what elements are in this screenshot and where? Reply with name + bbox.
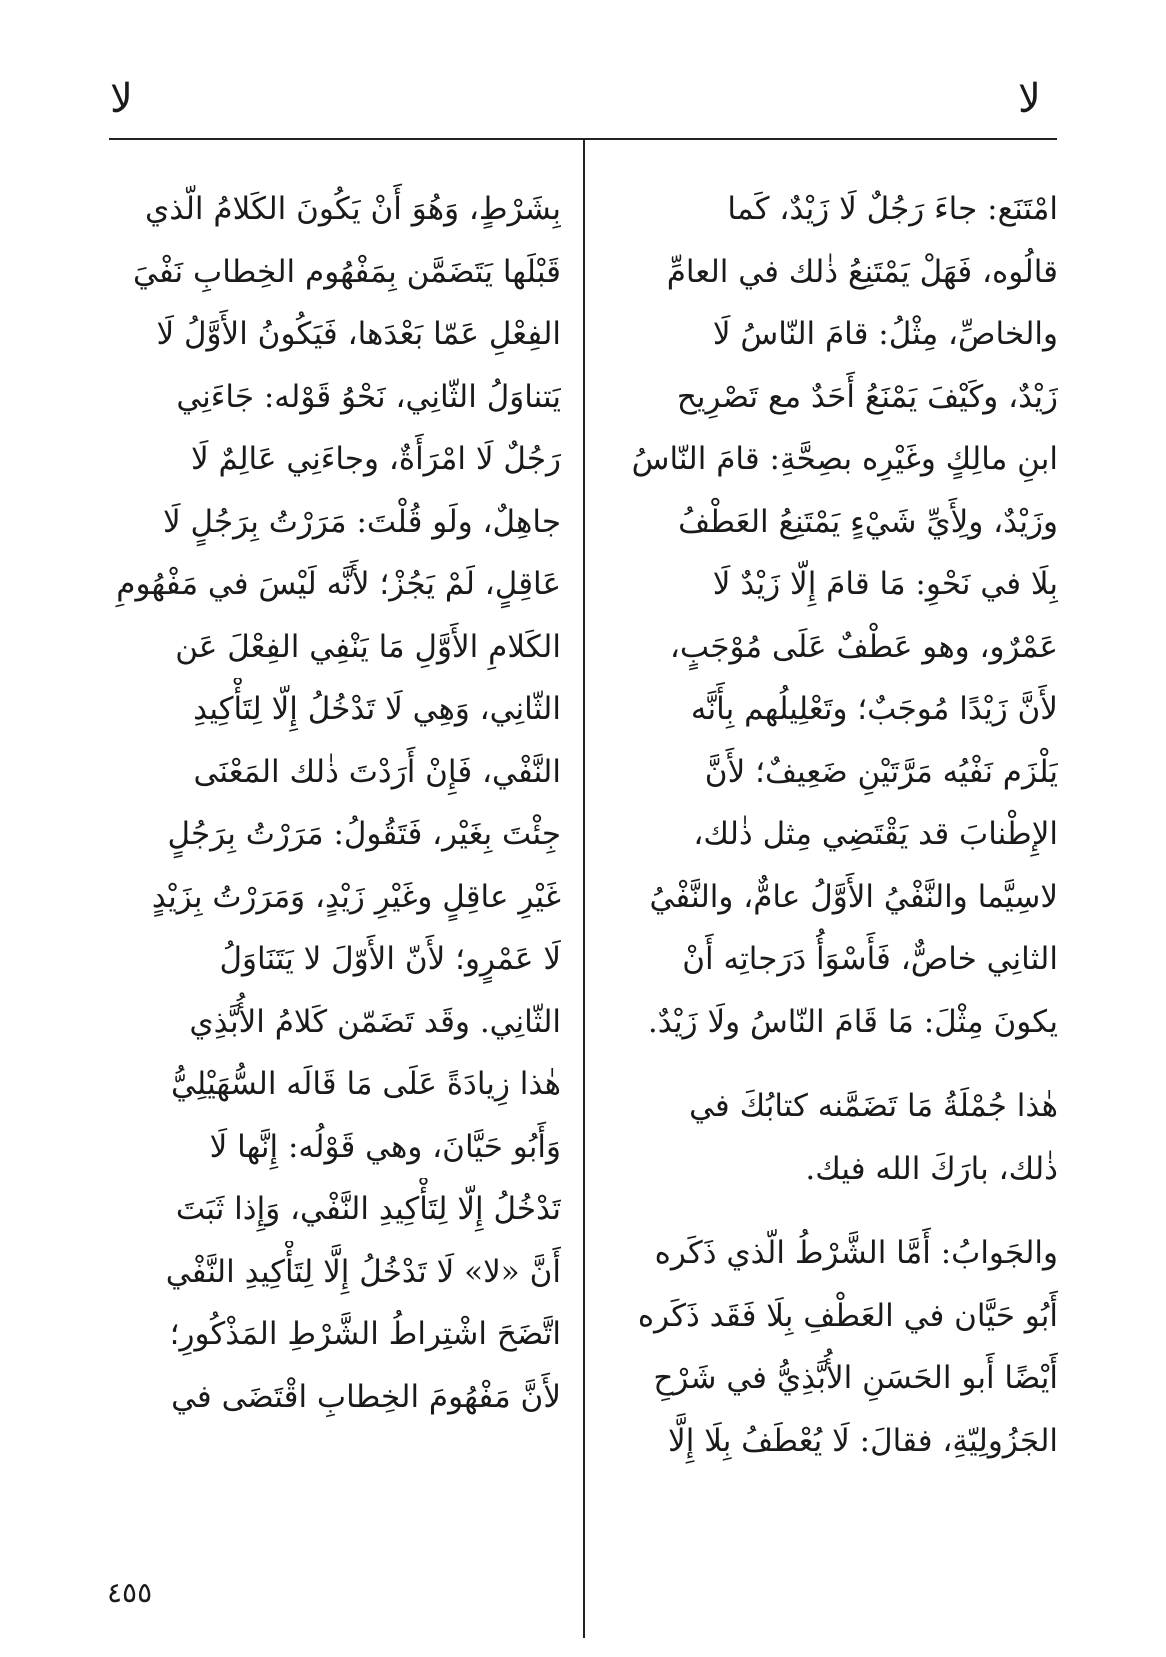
text-line: الكَلامِ الأَوَّلِ مَا يَنْفِي الفِعْلَ عَن — [175, 628, 561, 665]
text-line: الثانِي خاصٌّ، فَأَسْوَأُ دَرَجاتِه أَنْ — [682, 941, 1058, 977]
text-line: والخاصِّ، مِثْلُ: قامَ النّاسُ لَا — [712, 316, 1058, 352]
text-line: أَبُو حَيَّان في العَطْفِ بِلَا فَقَد ذَكَره — [637, 1297, 1058, 1334]
text-line: بِلَا في نَحْوِ: مَا قامَ إِلّا زَيْدٌ لَا — [712, 566, 1058, 602]
text-line: غَيْرِ عاقِلٍ وغَيْرِ زَيْدٍ، وَمَرَرْتُ بِزَيْدٍ — [151, 878, 561, 915]
text-line: قَبْلَها يَتَضَمَّن بِمَفْهُوم الخِطابِ نَفْيَ — [133, 253, 561, 290]
right-column — [608, 178, 1058, 1472]
text-line: هٰذا جُمْلَةُ مَا تَضَمَّنه كتابُكَ في — [689, 1088, 1058, 1124]
text-line: لاسِيَّما والنَّفْيُ الأَوَّلُ عامٌّ، والنَّفْيُ — [649, 878, 1058, 915]
text-line: زَيْدٌ، وكَيْفَ يَمْنَعُ أَحَدٌ مع تَصْرِيح — [676, 378, 1058, 415]
text-line: ذٰلك، بارَكَ الله فيك. — [805, 1150, 1058, 1187]
text-line: امْتَنَع: جاءَ رَجُلٌ لَا زَيْدٌ، كَما — [727, 191, 1058, 227]
text-line: والجَوابُ: أَمَّا الشَّرْطُ الّذي ذَكَره — [654, 1235, 1058, 1271]
text-line: لَا عَمْرٍو؛ لأَنّ الأَوّلَ لا يَتَنَاوَلُ — [219, 941, 561, 977]
text-line: الإِطْنابَ قد يَقْتَضِي مِثل ذٰلك، — [693, 816, 1058, 852]
text-line: يَتناوَلُ الثّانِي، نَحْوُ قَوْله: جَاءَنِي — [176, 378, 561, 415]
text-line: النَّفْي، فَإِنْ أَرَدْتَ ذٰلك المَعْنَى — [193, 753, 561, 790]
text-line: أَنَّ «لا» لَا تَدْخُلُ إِلَّا لِتَأْكِيدِ النَّفْي — [165, 1253, 561, 1290]
running-header-right: لا — [1018, 76, 1041, 122]
text-line: يكونَ مِثْلَ: مَا قَامَ النّاسُ ولَا زَيْدٌ. — [647, 1003, 1058, 1040]
text-line: وزَيْدٌ، ولِأَيِّ شَيْءٍ يَمْتَنِعُ العَطْفُ — [678, 503, 1058, 540]
text-line: عَاقِلٍ، لَمْ يَجُزْ؛ لأَنَّه لَيْسَ في مَفْهُومِ — [116, 566, 561, 602]
paragraph-gap — [608, 1200, 1058, 1222]
running-header-left: لا — [110, 76, 133, 122]
text-line: عَمْرٌو، وهو عَطْفٌ عَلَى مُوْجَبٍ، — [669, 628, 1058, 665]
text-line: الفِعْلِ عَمّا بَعْدَها، فَيَكُونُ الأَوَّلُ لَا — [156, 316, 561, 352]
text-line: الثّانِي، وَهِي لَا تَدْخُلُ إِلّا لِتَأْكِيدِ — [193, 691, 561, 727]
text-line: أَيْضًا أَبو الحَسَنِ الأُبَّذِيُّ في شَرْحِ — [653, 1360, 1058, 1396]
text-line: لأَنَّ مَفْهُومَ الخِطابِ اقْتَضَى في — [171, 1378, 561, 1415]
text-line: الجَزُولِيّةِ، فقالَ: لَا يُعْطَفُ بِلَا إِلَّا — [668, 1422, 1058, 1459]
text-line: رَجُلٌ لَا امْرَأَةٌ، وجاءَنِي عَالِمٌ لَا — [190, 441, 561, 477]
text-line: هٰذا زِيادَةً عَلَى مَا قَالَه السُّهَيْلِيُّ — [170, 1066, 561, 1102]
text-line: الثّانِي. وقَد تَضَمّن كَلامُ الأُبَّذِي — [189, 1003, 561, 1040]
text-line: ابنِ مالِكٍ وغَيْرِه بصِحَّةِ: قامَ النّاسُ — [631, 441, 1058, 477]
text-line: اتَّضَحَ اشْتِراطُ الشَّرْطِ المَذْكُورِ؛ — [169, 1316, 561, 1352]
text-line: جِئْتَ بِغَيْر، فَتَقُولُ: مَرَرْتُ بِرَجُلٍ — [167, 816, 561, 852]
text-line: يَلْزَم نَفْيُه مَرَّتَيْنِ ضَعِيفٌ؛ لأَنَّ — [704, 753, 1058, 790]
column-divider — [583, 138, 585, 1638]
page-number: ٤٥٥ — [107, 1576, 153, 1609]
text-line: تَدْخُلُ إِلّا لِتَأْكِيدِ النَّفْي، وَإِذا ثَبَتَ — [175, 1191, 561, 1227]
text-line: بِشَرْطٍ، وَهُوَ أَنْ يَكُونَ الكَلامُ الّذي — [144, 191, 561, 227]
text-line: لأَنَّ زَيْدًا مُوجَبٌ؛ وتَعْلِيلُهم بِأَنَّه — [690, 691, 1058, 727]
paragraph-gap — [608, 1053, 1058, 1075]
text-line: وَأَبُو حَيَّانَ، وهي قَوْلُه: إِنَّها لَا — [209, 1128, 561, 1165]
text-line: جاهِلٌ، ولَو قُلْتَ: مَرَرْتُ بِرَجُلٍ لَا — [162, 503, 561, 540]
left-column — [111, 178, 561, 1428]
text-line: قالُوه، فَهَلْ يَمْتَنِعُ ذٰلك في العامِّ — [666, 253, 1058, 290]
